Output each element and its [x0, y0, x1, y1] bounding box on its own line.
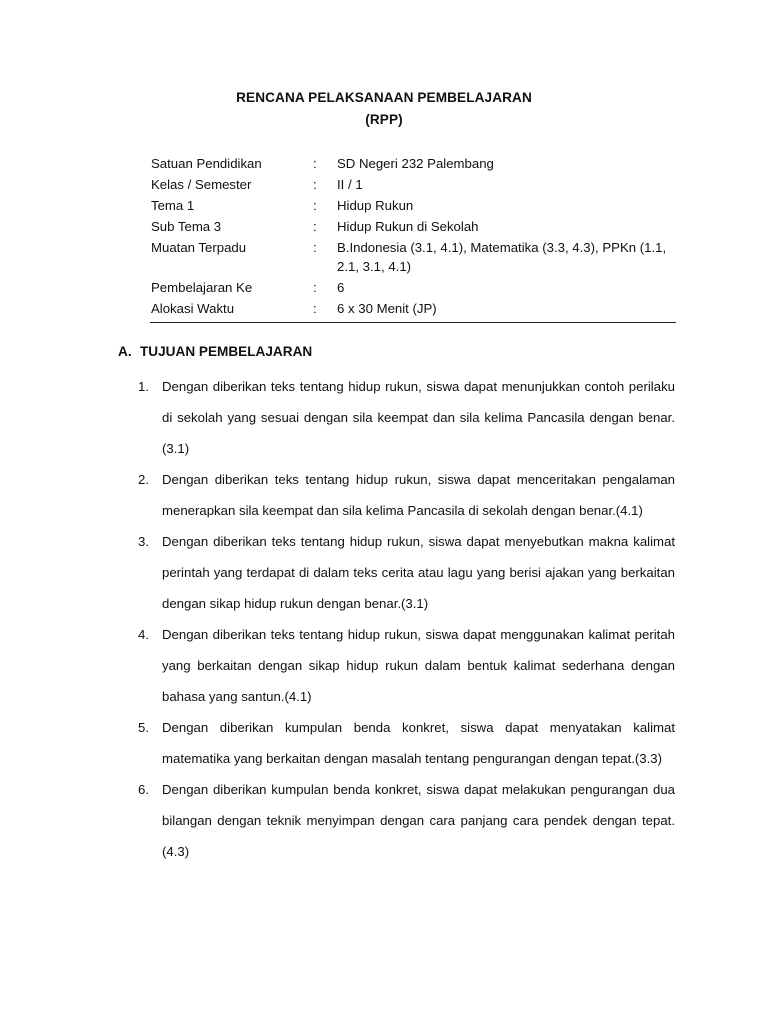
info-label: Muatan Terpadu [151, 240, 247, 255]
objective-number: 4. [138, 627, 149, 642]
info-row-tema [151, 196, 677, 215]
objective-text: Dengan diberikan teks tentang hidup rukun, siswa dapat menyebutkan makna kalimat perintah yang terdapat di dalam teks cerita atau lagu yang berisi ajakan yang berkaitan dengan sikap hidup rukun dengan benar.(3.1) [162, 534, 675, 611]
info-label: Sub Tema 3 [151, 219, 222, 234]
info-colon: : [313, 240, 317, 255]
objective-item [138, 371, 675, 464]
horizontal-divider [150, 322, 676, 323]
objective-item [138, 712, 675, 774]
section-title: TUJUAN PEMBELAJARAN [140, 344, 313, 359]
objective-number: 5. [138, 720, 149, 735]
objective-number: 3. [138, 534, 149, 549]
info-value: II / 1 [337, 177, 363, 192]
section-heading-tujuan [118, 344, 312, 359]
info-row-kelas-semester [151, 175, 677, 194]
section-letter: A. [118, 344, 132, 359]
objectives-list [138, 371, 675, 867]
objective-text: Dengan diberikan teks tentang hidup rukun, siswa dapat menggunakan kalimat peritah yang berkaitan dengan sikap hidup rukun dalam bentuk kalimat sederhana dengan bahasa yang santun.(4.1) [162, 627, 675, 704]
objective-number: 6. [138, 782, 149, 797]
info-label: Alokasi Waktu [151, 301, 235, 316]
info-value: B.Indonesia (3.1, 4.1), Matematika (3.3, 4.3), PPKn (1.1, 2.1, 3.1, 4.1) [337, 240, 667, 274]
info-colon: : [313, 198, 317, 213]
objective-number: 1. [138, 379, 149, 394]
info-colon: : [313, 280, 317, 295]
info-colon: : [313, 219, 317, 234]
info-value: 6 x 30 Menit (JP) [337, 301, 437, 316]
info-label: Pembelajaran Ke [151, 280, 253, 295]
document-subtitle: (RPP) [365, 112, 403, 127]
document-title: RENCANA PELAKSANAAN PEMBELAJARAN [236, 90, 532, 105]
info-colon: : [313, 177, 317, 192]
info-value: SD Negeri 232 Palembang [337, 156, 494, 171]
info-value: Hidup Rukun [337, 198, 414, 213]
info-row-pembelajaran-ke [151, 278, 677, 297]
objective-text: Dengan diberikan kumpulan benda konkret, siswa dapat melakukan pengurangan dua bilangan dengan teknik menyimpan dengan cara panjang cara pendek dengan tepat.(4.3) [162, 782, 675, 859]
info-colon: : [313, 301, 317, 316]
objective-number: 2. [138, 472, 149, 487]
info-colon: : [313, 156, 317, 171]
objective-item [138, 526, 675, 619]
objective-item [138, 464, 675, 526]
info-label: Kelas / Semester [151, 177, 252, 192]
info-value: 6 [337, 280, 345, 295]
info-row-muatan-terpadu [151, 238, 677, 276]
info-value: Hidup Rukun di Sekolah [337, 219, 479, 234]
identity-table [151, 154, 677, 320]
info-row-alokasi-waktu [151, 299, 677, 318]
info-label: Satuan Pendidikan [151, 156, 262, 171]
info-row-sub-tema [151, 217, 677, 236]
objective-text: Dengan diberikan teks tentang hidup rukun, siswa dapat menunjukkan contoh perilaku di sekolah yang sesuai dengan sila keempat dan sila kelima Pancasila dengan benar.(3.1) [162, 379, 675, 456]
objective-item [138, 619, 675, 712]
info-row-satuan-pendidikan [151, 154, 677, 173]
objective-text: Dengan diberikan kumpulan benda konkret, siswa dapat menyatakan kalimat matematika yang berkaitan dengan masalah tentang pengurangan dengan tepat.(3.3) [162, 720, 675, 766]
objective-text: Dengan diberikan teks tentang hidup rukun, siswa dapat menceritakan pengalaman menerapkan sila keempat dan sila kelima Pancasila di sekolah dengan benar.(4.1) [162, 472, 675, 518]
info-label: Tema 1 [151, 198, 195, 213]
objective-item [138, 774, 675, 867]
